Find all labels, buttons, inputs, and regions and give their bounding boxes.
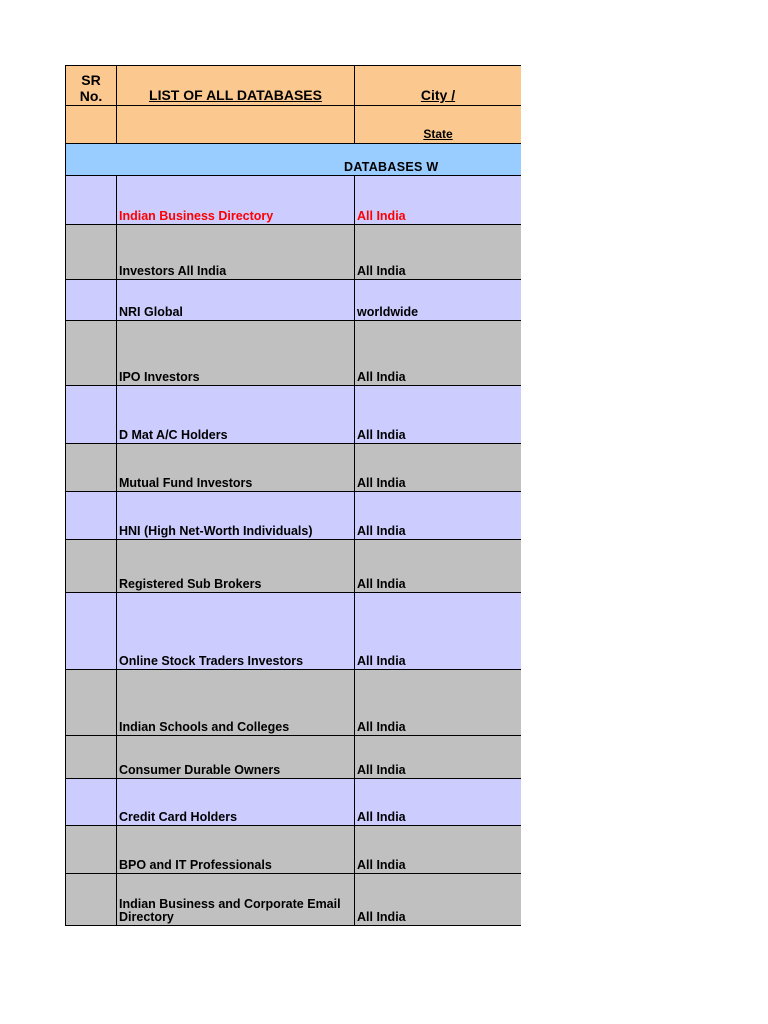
sr-no-cell[interactable] <box>66 874 117 926</box>
section-title-cell[interactable] <box>66 144 522 176</box>
database-name-cell[interactable]: Credit Card Holders <box>117 779 355 826</box>
table-row <box>66 874 522 926</box>
city-state-cell[interactable]: All India <box>355 736 522 779</box>
sr-no-cell[interactable] <box>66 386 117 444</box>
database-name-cell[interactable]: HNI (High Net-Worth Individuals) <box>117 492 355 540</box>
database-name-cell[interactable]: Indian Business Directory <box>117 176 355 225</box>
city-state-cell[interactable]: All India <box>355 225 522 280</box>
city-state-cell[interactable]: All India <box>355 779 522 826</box>
sr-no-cell[interactable] <box>66 492 117 540</box>
city-state-cell[interactable]: worldwide <box>355 280 522 321</box>
city-state-cell[interactable]: All India <box>355 321 522 386</box>
table-row <box>66 593 522 670</box>
table-row <box>66 540 522 593</box>
table-row <box>66 492 522 540</box>
spreadsheet <box>65 65 521 926</box>
city-state-cell[interactable]: All India <box>355 540 522 593</box>
sr-no-cell[interactable] <box>66 593 117 670</box>
section-title: DATABASES W <box>344 160 439 174</box>
empty-header-cell[interactable] <box>117 106 355 144</box>
sr-no-cell[interactable] <box>66 444 117 492</box>
table-row <box>66 670 522 736</box>
city-state-cell[interactable]: All India <box>355 444 522 492</box>
database-table <box>65 65 521 926</box>
header-row-1 <box>66 66 522 106</box>
database-name-cell[interactable]: BPO and IT Professionals <box>117 826 355 874</box>
table-row <box>66 225 522 280</box>
database-name-cell[interactable]: D Mat A/C Holders <box>117 386 355 444</box>
city-state-cell[interactable]: All India <box>355 386 522 444</box>
database-name-cell[interactable]: Consumer Durable Owners <box>117 736 355 779</box>
header-row-2 <box>66 106 522 144</box>
table-row <box>66 280 522 321</box>
database-name-cell[interactable]: Registered Sub Brokers <box>117 540 355 593</box>
sr-header-line1: SR <box>81 72 101 88</box>
city-state-cell[interactable]: All India <box>355 670 522 736</box>
sr-header-line2: No. <box>79 88 103 104</box>
sr-no-cell[interactable] <box>66 176 117 225</box>
sr-no-cell[interactable] <box>66 321 117 386</box>
sr-no-cell[interactable] <box>66 736 117 779</box>
city-state-cell[interactable]: All India <box>355 593 522 670</box>
list-title-header[interactable]: LIST OF ALL DATABASES <box>117 66 355 106</box>
database-name-cell[interactable]: Indian Business and Corporate Email Directory <box>117 874 355 926</box>
table-row <box>66 826 522 874</box>
state-header[interactable]: State <box>355 106 522 144</box>
database-name-cell[interactable]: Indian Schools and Colleges <box>117 670 355 736</box>
table-row <box>66 779 522 826</box>
city-state-cell[interactable]: All India <box>355 874 522 926</box>
table-row <box>66 444 522 492</box>
sr-no-cell[interactable] <box>66 540 117 593</box>
section-header-row <box>66 144 522 176</box>
city-state-cell[interactable]: All India <box>355 826 522 874</box>
sr-no-cell[interactable] <box>66 779 117 826</box>
table-row <box>66 321 522 386</box>
database-name-cell[interactable]: IPO Investors <box>117 321 355 386</box>
sr-no-cell[interactable] <box>66 670 117 736</box>
sr-no-cell[interactable] <box>66 280 117 321</box>
city-state-cell[interactable]: All India <box>355 492 522 540</box>
table-row <box>66 176 522 225</box>
city-header[interactable]: City / <box>355 66 522 106</box>
table-row <box>66 736 522 779</box>
table-row <box>66 386 522 444</box>
database-name-cell[interactable]: Mutual Fund Investors <box>117 444 355 492</box>
sr-no-header[interactable] <box>66 66 117 106</box>
city-state-cell[interactable]: All India <box>355 176 522 225</box>
database-name-cell[interactable]: Investors All India <box>117 225 355 280</box>
sr-no-cell[interactable] <box>66 826 117 874</box>
database-name-cell[interactable]: NRI Global <box>117 280 355 321</box>
empty-header-cell[interactable] <box>66 106 117 144</box>
database-name-cell[interactable]: Online Stock Traders Investors <box>117 593 355 670</box>
sr-no-cell[interactable] <box>66 225 117 280</box>
